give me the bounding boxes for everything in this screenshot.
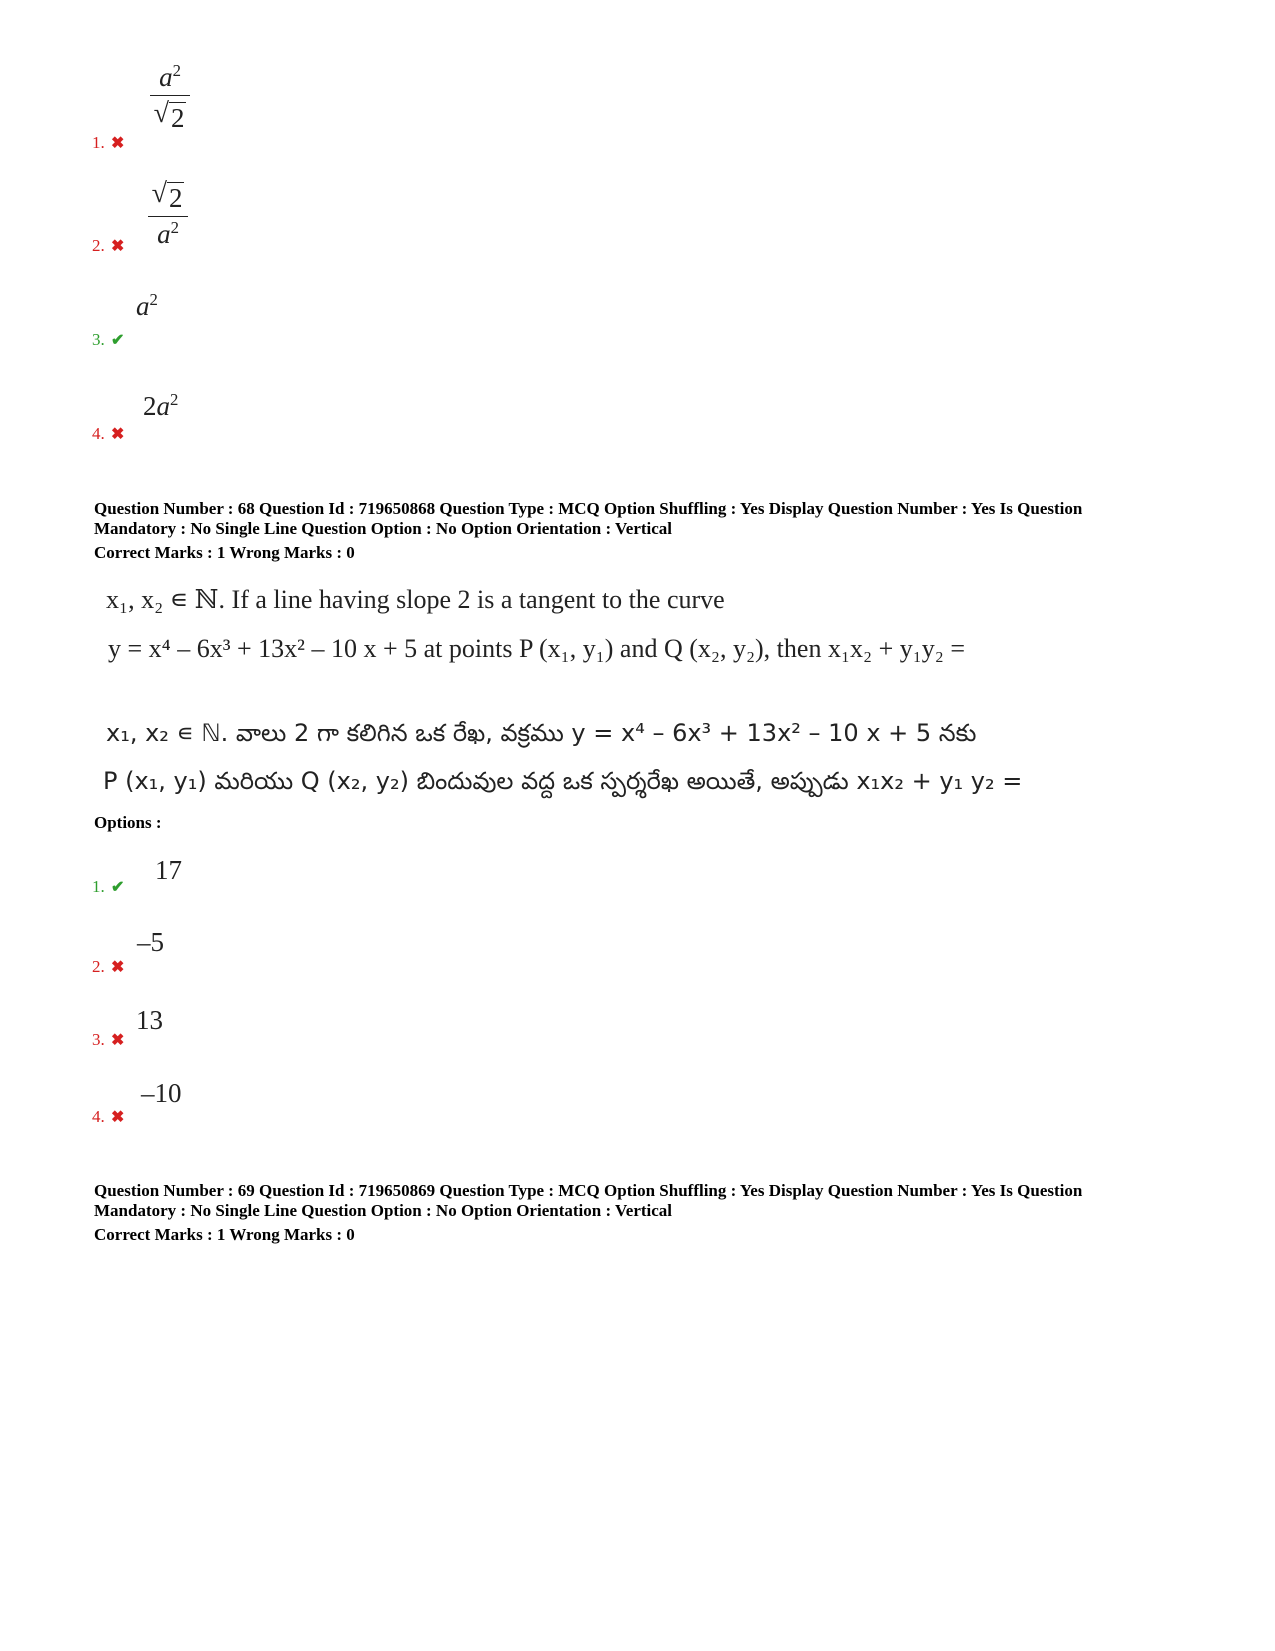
option-number: 2.	[92, 236, 105, 255]
q68-option-1-value: 17	[155, 855, 182, 885]
option-number: 2.	[92, 957, 105, 976]
q68-option-2-value: –5	[137, 927, 164, 957]
prev-option-3-value: $a^2$	[136, 290, 158, 321]
option-number: 4.	[92, 1107, 105, 1126]
question-68-marks: Correct Marks : 1 Wrong Marks : 0	[94, 543, 355, 562]
option-number: 4.	[92, 424, 105, 443]
question-69-meta: Question Number : 69 Question Id : 719650869 Question Type : MCQ Option Shuffling : Yes Display Question Number : Yes Is Question Mandatory : No Single Line Question Option : No Option Orientation : Vertical	[94, 1181, 1083, 1220]
wrong-mark-icon: ✖	[111, 959, 125, 976]
prev-option-4-value: $2a^2$	[143, 390, 179, 421]
wrong-mark-icon: ✖	[111, 1109, 125, 1126]
option-number: 1.	[92, 877, 105, 896]
question-68-telugu-line-2: P (x₁, y₁) మరియు Q (x₂, y₂) బిందువుల వద్ద ఒక స్పర్శరేఖ అయితే, అప్పుడు x₁x₂ + y₁ y₂ =	[103, 767, 1023, 795]
options-label: Options :	[94, 813, 162, 832]
q68-option-4-value: –10	[141, 1078, 182, 1108]
question-68-telugu-line-1: x₁, x₂ ∊ ℕ. వాలు 2 గా కలిగిన ఒక రేఖ, వక్రము y = x⁴ – 6x³ + 13x² – 10 x + 5 నకు	[106, 719, 977, 747]
question-68-meta: Question Number : 68 Question Id : 719650868 Question Type : MCQ Option Shuffling : Yes Display Question Number : Yes Is Question Mandatory : No Single Line Question Option : No Option Orientation : Vertical	[94, 499, 1083, 538]
question-68-english-line-2: y = x⁴ – 6x³ + 13x² – 10 x + 5 at points P (x₁, y₁) and Q (x₂, y₂), then x₁x₂ + y₁y₂ =	[108, 634, 966, 663]
question-68-english-line-1: x₁, x₂ ∊ ℕ. If a line having slope 2 is a tangent to the curve	[106, 585, 725, 614]
option-number: 1.	[92, 133, 105, 152]
wrong-mark-icon: ✖	[111, 135, 125, 152]
wrong-mark-icon: ✖	[111, 1032, 125, 1049]
check-mark-icon: ✔	[111, 332, 125, 349]
wrong-mark-icon: ✖	[111, 238, 125, 255]
q68-option-3-value: 13	[136, 1005, 163, 1035]
wrong-mark-icon: ✖	[111, 426, 125, 443]
prev-option-2-value: √ 2 $a^2$	[148, 178, 188, 250]
check-mark-icon: ✔	[111, 879, 125, 896]
option-number: 3.	[92, 330, 105, 349]
option-number: 3.	[92, 1030, 105, 1049]
prev-option-1-value: $a^2$ √ 2	[150, 62, 190, 134]
question-69-marks: Correct Marks : 1 Wrong Marks : 0	[94, 1225, 355, 1244]
